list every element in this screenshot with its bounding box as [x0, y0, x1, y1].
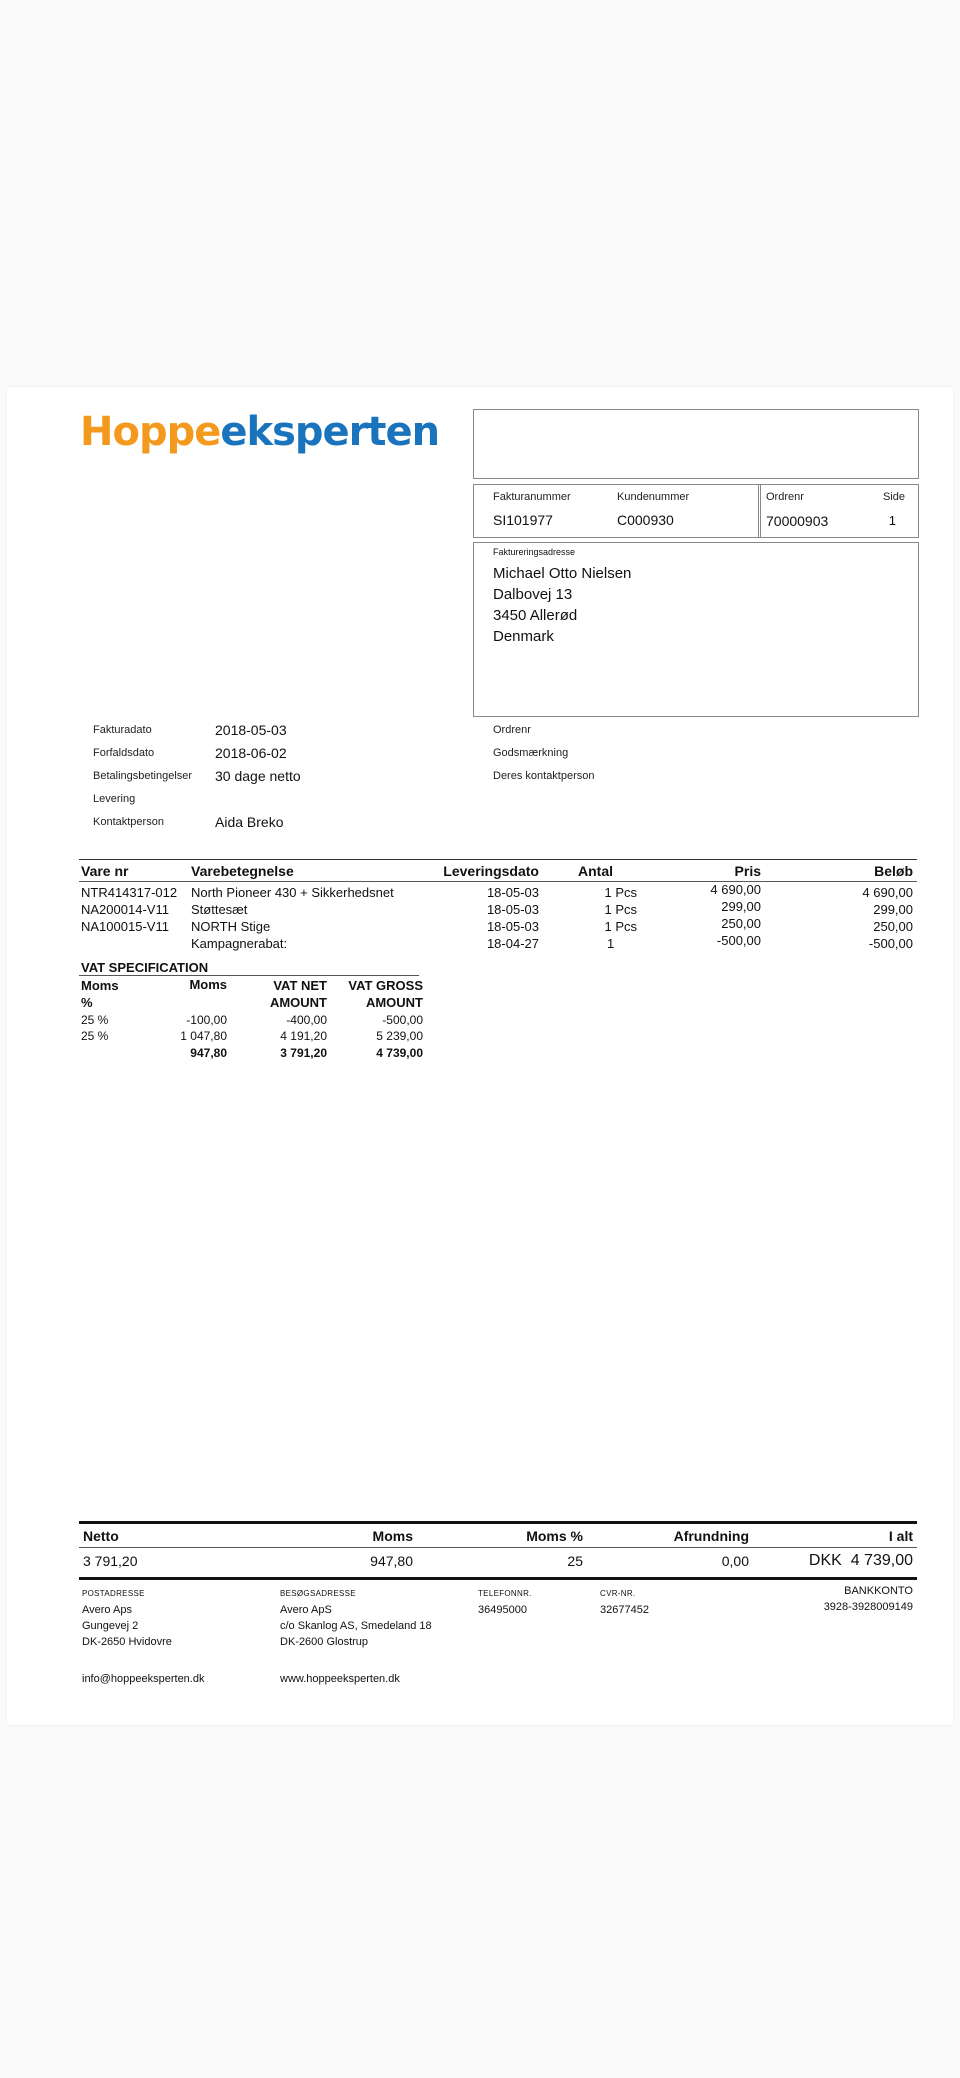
company-logo: Hoppeeksperten [80, 409, 440, 455]
vat-row-2-gross: 5 239,00 [376, 1029, 423, 1043]
fakturadato-value: 2018-05-03 [215, 722, 287, 738]
afrundning-value: 0,00 [721, 1553, 749, 1569]
invoice-page [7, 387, 953, 1725]
vat-row-1-gross: -500,00 [382, 1013, 423, 1027]
table-row-2-betegnelse: Støttesæt [191, 902, 248, 917]
vat-total-moms: 947,80 [190, 1046, 227, 1060]
vat-row-1-net: -400,00 [286, 1013, 327, 1027]
footer-website[interactable]: www.hoppeeksperten.dk [280, 1673, 400, 1685]
vat-total-gross: 4 739,00 [376, 1046, 423, 1060]
kontaktperson-label: Kontaktperson [93, 816, 164, 828]
col-vare-header: Vare nr [81, 863, 129, 879]
footer-besogsadresse: BESØGSADRESSE Avero ApS c/o Skanlog AS, Smedeland 18 DK-2600 Glostrup [280, 1589, 432, 1648]
betalingsbetingelser-value: 30 dage netto [215, 768, 301, 784]
table-row-1-pris: 4 690,00 [710, 882, 761, 897]
table-row-3-vare: NA100015-V11 [81, 919, 169, 934]
side-value: 1 [888, 513, 896, 528]
table-row-4-belob: -500,00 [868, 936, 913, 951]
moms-pct-label: Moms % [526, 1528, 583, 1544]
vat-row-2-net: 4 191,20 [280, 1029, 327, 1043]
vat-row-1-moms: -100,00 [186, 1013, 227, 1027]
godsmaerkning-label: Godsmærkning [493, 747, 569, 759]
table-top-rule [79, 859, 917, 860]
footer-bankkonto: BANKKONTO 3928-3928009149 [823, 1585, 913, 1613]
vat-header-pct: Moms % [81, 978, 119, 1010]
kundenummer-label: Kundenummer [617, 491, 690, 503]
footer-cvr: CVR-NR. 32677452 [600, 1589, 649, 1616]
vat-row-2-pct: 25 % [81, 1029, 109, 1043]
totals-mid-rule [79, 1547, 917, 1548]
vat-row-1-pct: 25 % [81, 1013, 109, 1027]
totals-top-rule [79, 1521, 917, 1524]
top-empty-box [473, 409, 919, 479]
table-row-2-vare: NA200014-V11 [81, 902, 169, 917]
footer-telefon: TELEFONNR. 36495000 [478, 1589, 532, 1616]
totals-bottom-rule [79, 1577, 917, 1580]
forfaldsdato-value: 2018-06-02 [215, 745, 287, 761]
ordrenr-value: 70000903 [766, 513, 829, 529]
table-row-1-antal: 1 Pcs [604, 885, 637, 900]
table-row-2-dato: 18-05-03 [486, 902, 539, 917]
col-dato-header: Leveringsdato [443, 863, 539, 879]
table-row-4-dato: 18-04-27 [486, 936, 539, 951]
moms-pct-value: 25 [567, 1553, 583, 1569]
billing-line-1: Michael Otto Nielsen [493, 565, 632, 582]
invoice-number-box [473, 484, 761, 538]
table-row-3-betegnelse: NORTH Stige [191, 919, 271, 934]
table-row-3-dato: 18-05-03 [486, 919, 539, 934]
table-row-3-belob: 250,00 [873, 919, 913, 934]
table-row-1-vare: NTR414317-012 [81, 885, 178, 900]
footer-email[interactable]: info@hoppeeksperten.dk [82, 1673, 205, 1685]
vat-title-rule [79, 975, 419, 976]
vat-header-moms: Moms [189, 977, 227, 992]
vat-header-net: VAT NET AMOUNT [269, 978, 327, 1010]
footer-postadresse: POSTADRESSE Avero Aps Gungevej 2 DK-2650 Hvidovre [82, 1589, 172, 1648]
table-row-1-dato: 18-05-03 [486, 885, 539, 900]
table-header-rule [79, 881, 917, 882]
billing-address-box [473, 542, 919, 717]
billing-line-2: Dalbovej 13 [493, 586, 573, 603]
billing-line-4: Denmark [493, 628, 554, 645]
table-row-3-antal: 1 Pcs [604, 919, 637, 934]
table-row-4-antal: 1 [607, 936, 615, 951]
i-alt-value: DKK 4 739,00 [808, 1552, 913, 1569]
moms-label: Moms [372, 1528, 413, 1544]
kontaktperson-value: Aida Breko [215, 814, 284, 830]
billing-label: Faktureringsadresse [493, 547, 576, 557]
billing-line-3: 3450 Allerød [493, 607, 578, 624]
kundenummer-value: C000930 [617, 512, 674, 528]
col-betegnelse-header: Varebetegnelse [191, 863, 294, 879]
fakturanummer-label: Fakturanummer [493, 491, 571, 503]
table-row-3-pris: 250,00 [721, 916, 761, 931]
kontaktperson-right-label: Deres kontaktperson [493, 770, 595, 782]
vat-title: VAT SPECIFICATION [81, 960, 209, 975]
table-row-1-betegnelse: North Pioneer 430 + Sikkerhedsnet [191, 885, 394, 900]
table-row-4-pris: -500,00 [716, 933, 761, 948]
vat-row-2-moms: 1 047,80 [180, 1029, 227, 1043]
side-label: Side [882, 491, 905, 503]
i-alt-label: I alt [888, 1528, 913, 1544]
fakturadato-label: Fakturadato [93, 724, 152, 736]
ordrenr-label: Ordrenr [766, 491, 804, 503]
col-antal-header: Antal [578, 863, 613, 879]
levering-label: Levering [93, 793, 136, 805]
table-row-2-belob: 299,00 [873, 902, 913, 917]
order-number-box [758, 484, 919, 538]
table-row-2-antal: 1 Pcs [604, 902, 637, 917]
fakturanummer-value: SI101977 [493, 512, 553, 528]
moms-value: 947,80 [370, 1553, 413, 1569]
table-row-1-belob: 4 690,00 [862, 885, 913, 900]
betalingsbetingelser-label: Betalingsbetingelser [93, 770, 193, 782]
table-row-4-betegnelse: Kampagnerabat: [191, 936, 288, 951]
col-pris-header: Pris [734, 863, 761, 879]
col-belob-header: Beløb [874, 863, 913, 879]
afrundning-label: Afrundning [673, 1528, 749, 1544]
netto-label: Netto [83, 1528, 119, 1544]
meta-ordrenr-label: Ordrenr [493, 724, 531, 736]
table-row-2-pris: 299,00 [721, 899, 761, 914]
netto-value: 3 791,20 [83, 1553, 138, 1569]
vat-header-gross: VAT GROSS AMOUNT [348, 978, 423, 1010]
forfaldsdato-label: Forfaldsdato [93, 747, 155, 759]
vat-total-net: 3 791,20 [280, 1046, 327, 1060]
